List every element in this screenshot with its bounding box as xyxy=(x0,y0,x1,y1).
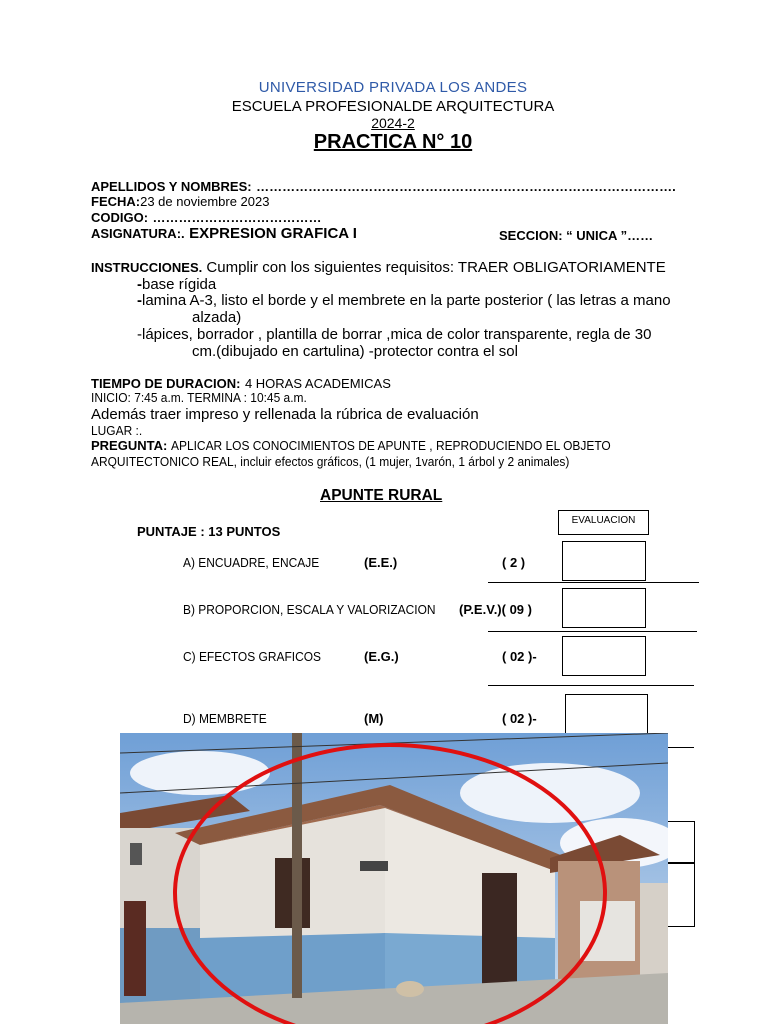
instruction-item-2 xyxy=(137,292,671,309)
university-name: UNIVERSIDAD PRIVADA LOS ANDES xyxy=(258,79,528,96)
names-label: APELLIDOS Y NOMBRES: xyxy=(91,179,252,194)
question-line-2: ARQUITECTONICO REAL, incluir efectos gráficos, (1 mujer, 1varón, 1 árbol y 2 animales) xyxy=(91,454,570,469)
page-title: PRACTICA N° 10 xyxy=(313,131,473,153)
rubric-item-name: C) EFECTOS GRAFICOS xyxy=(183,649,321,664)
instruction-item-3: -lápices, borrador , plantilla de borrar ,mica de color transparente, regla de 30 xyxy=(137,326,652,343)
rubric-item-points: ( 09 ) xyxy=(501,602,532,617)
rubric-item-code: (M) xyxy=(364,711,384,726)
rubric-title: APUNTE RURAL xyxy=(320,487,443,504)
rubric-item-name: D) MEMBRETE xyxy=(183,711,267,726)
item2-text: lamina A-3, listo el borde y el membrete en la parte posterior ( las letras a mano xyxy=(142,292,671,309)
place-text: LUGAR :. xyxy=(91,423,143,438)
row-divider xyxy=(668,747,694,748)
score-box[interactable] xyxy=(562,636,646,676)
instruction-item-1 xyxy=(137,276,216,293)
instruction-item-3-cont: cm.(dibujado en cartulina) -protector contra el sol xyxy=(192,343,518,360)
instruction-item-2-cont: alzada) xyxy=(192,309,242,326)
subject-label: ASIGNATURA:. xyxy=(91,226,185,241)
rubric-item-code xyxy=(459,602,532,617)
duration-value: 4 HORAS ACADEMICAS xyxy=(244,376,391,391)
item1-dash: - xyxy=(137,276,142,293)
item1-text: base rígida xyxy=(142,276,217,293)
rubric-item-points: ( 2 ) xyxy=(502,555,526,570)
names-value: ……………………………………………………………………………………. xyxy=(256,179,676,194)
score-box[interactable] xyxy=(562,588,646,628)
instructions-text: Cumplir con los siguientes requisitos: TRAER OBLIGATORIAMENTE xyxy=(206,259,666,276)
row-divider xyxy=(488,582,699,583)
row-divider xyxy=(488,631,697,632)
rural-house-photo xyxy=(120,733,668,1024)
section-field: SECCION: “ UNICA ”…… xyxy=(499,228,654,243)
school-name: ESCUELA PROFESIONALDE ARQUITECTURA xyxy=(231,98,555,115)
score-label: PUNTAJE : 13 PUNTOS xyxy=(137,524,281,539)
question-label: PREGUNTA: xyxy=(91,438,168,453)
academic-year: 2024-2 xyxy=(371,115,415,131)
rubric-item-name: A) ENCUADRE, ENCAJE xyxy=(183,555,320,570)
evaluation-header: EVALUACION xyxy=(571,515,636,526)
subject-value: EXPRESION GRAFICA I xyxy=(189,225,357,242)
date-label: FECHA: xyxy=(91,194,141,209)
score-box[interactable] xyxy=(565,694,648,738)
question-line-1 xyxy=(91,438,649,453)
instructions-label: INSTRUCCIONES. xyxy=(91,260,203,275)
evaluation-header-box xyxy=(558,510,649,535)
date-value: 23 de noviembre 2023 xyxy=(140,194,270,209)
rural-house-illustration xyxy=(120,733,668,1024)
code-label: CODIGO: xyxy=(91,210,149,225)
score-box[interactable] xyxy=(562,541,646,581)
bring-rubric-text: Además traer impreso y rellenada la rúbrica de evaluación xyxy=(91,406,479,423)
item2-dash: - xyxy=(137,292,142,309)
duration-label: TIEMPO DE DURACION: xyxy=(91,376,241,391)
code-value: ………………………………… xyxy=(152,210,322,225)
question-text-1: APLICAR LOS CONOCIMIENTOS DE APUNTE , REPRODUCIENDO EL OBJETO xyxy=(170,438,611,453)
instructions-intro xyxy=(91,259,666,276)
subject-field xyxy=(91,225,357,243)
rubric-item-points: ( 02 )- xyxy=(502,649,537,664)
rubric-item-code-text: (P.E.V.) xyxy=(459,602,502,617)
row-divider xyxy=(488,685,694,686)
rubric-item-code: (E.G.) xyxy=(364,649,399,664)
schedule-text: INICIO: 7:45 a.m. TERMINA : 10:45 a.m. xyxy=(91,390,307,405)
rubric-item-name: B) PROPORCION, ESCALA Y VALORIZACION xyxy=(183,602,436,617)
rubric-item-points: ( 02 )- xyxy=(502,711,537,726)
rubric-item-code: (E.E.) xyxy=(364,555,398,570)
